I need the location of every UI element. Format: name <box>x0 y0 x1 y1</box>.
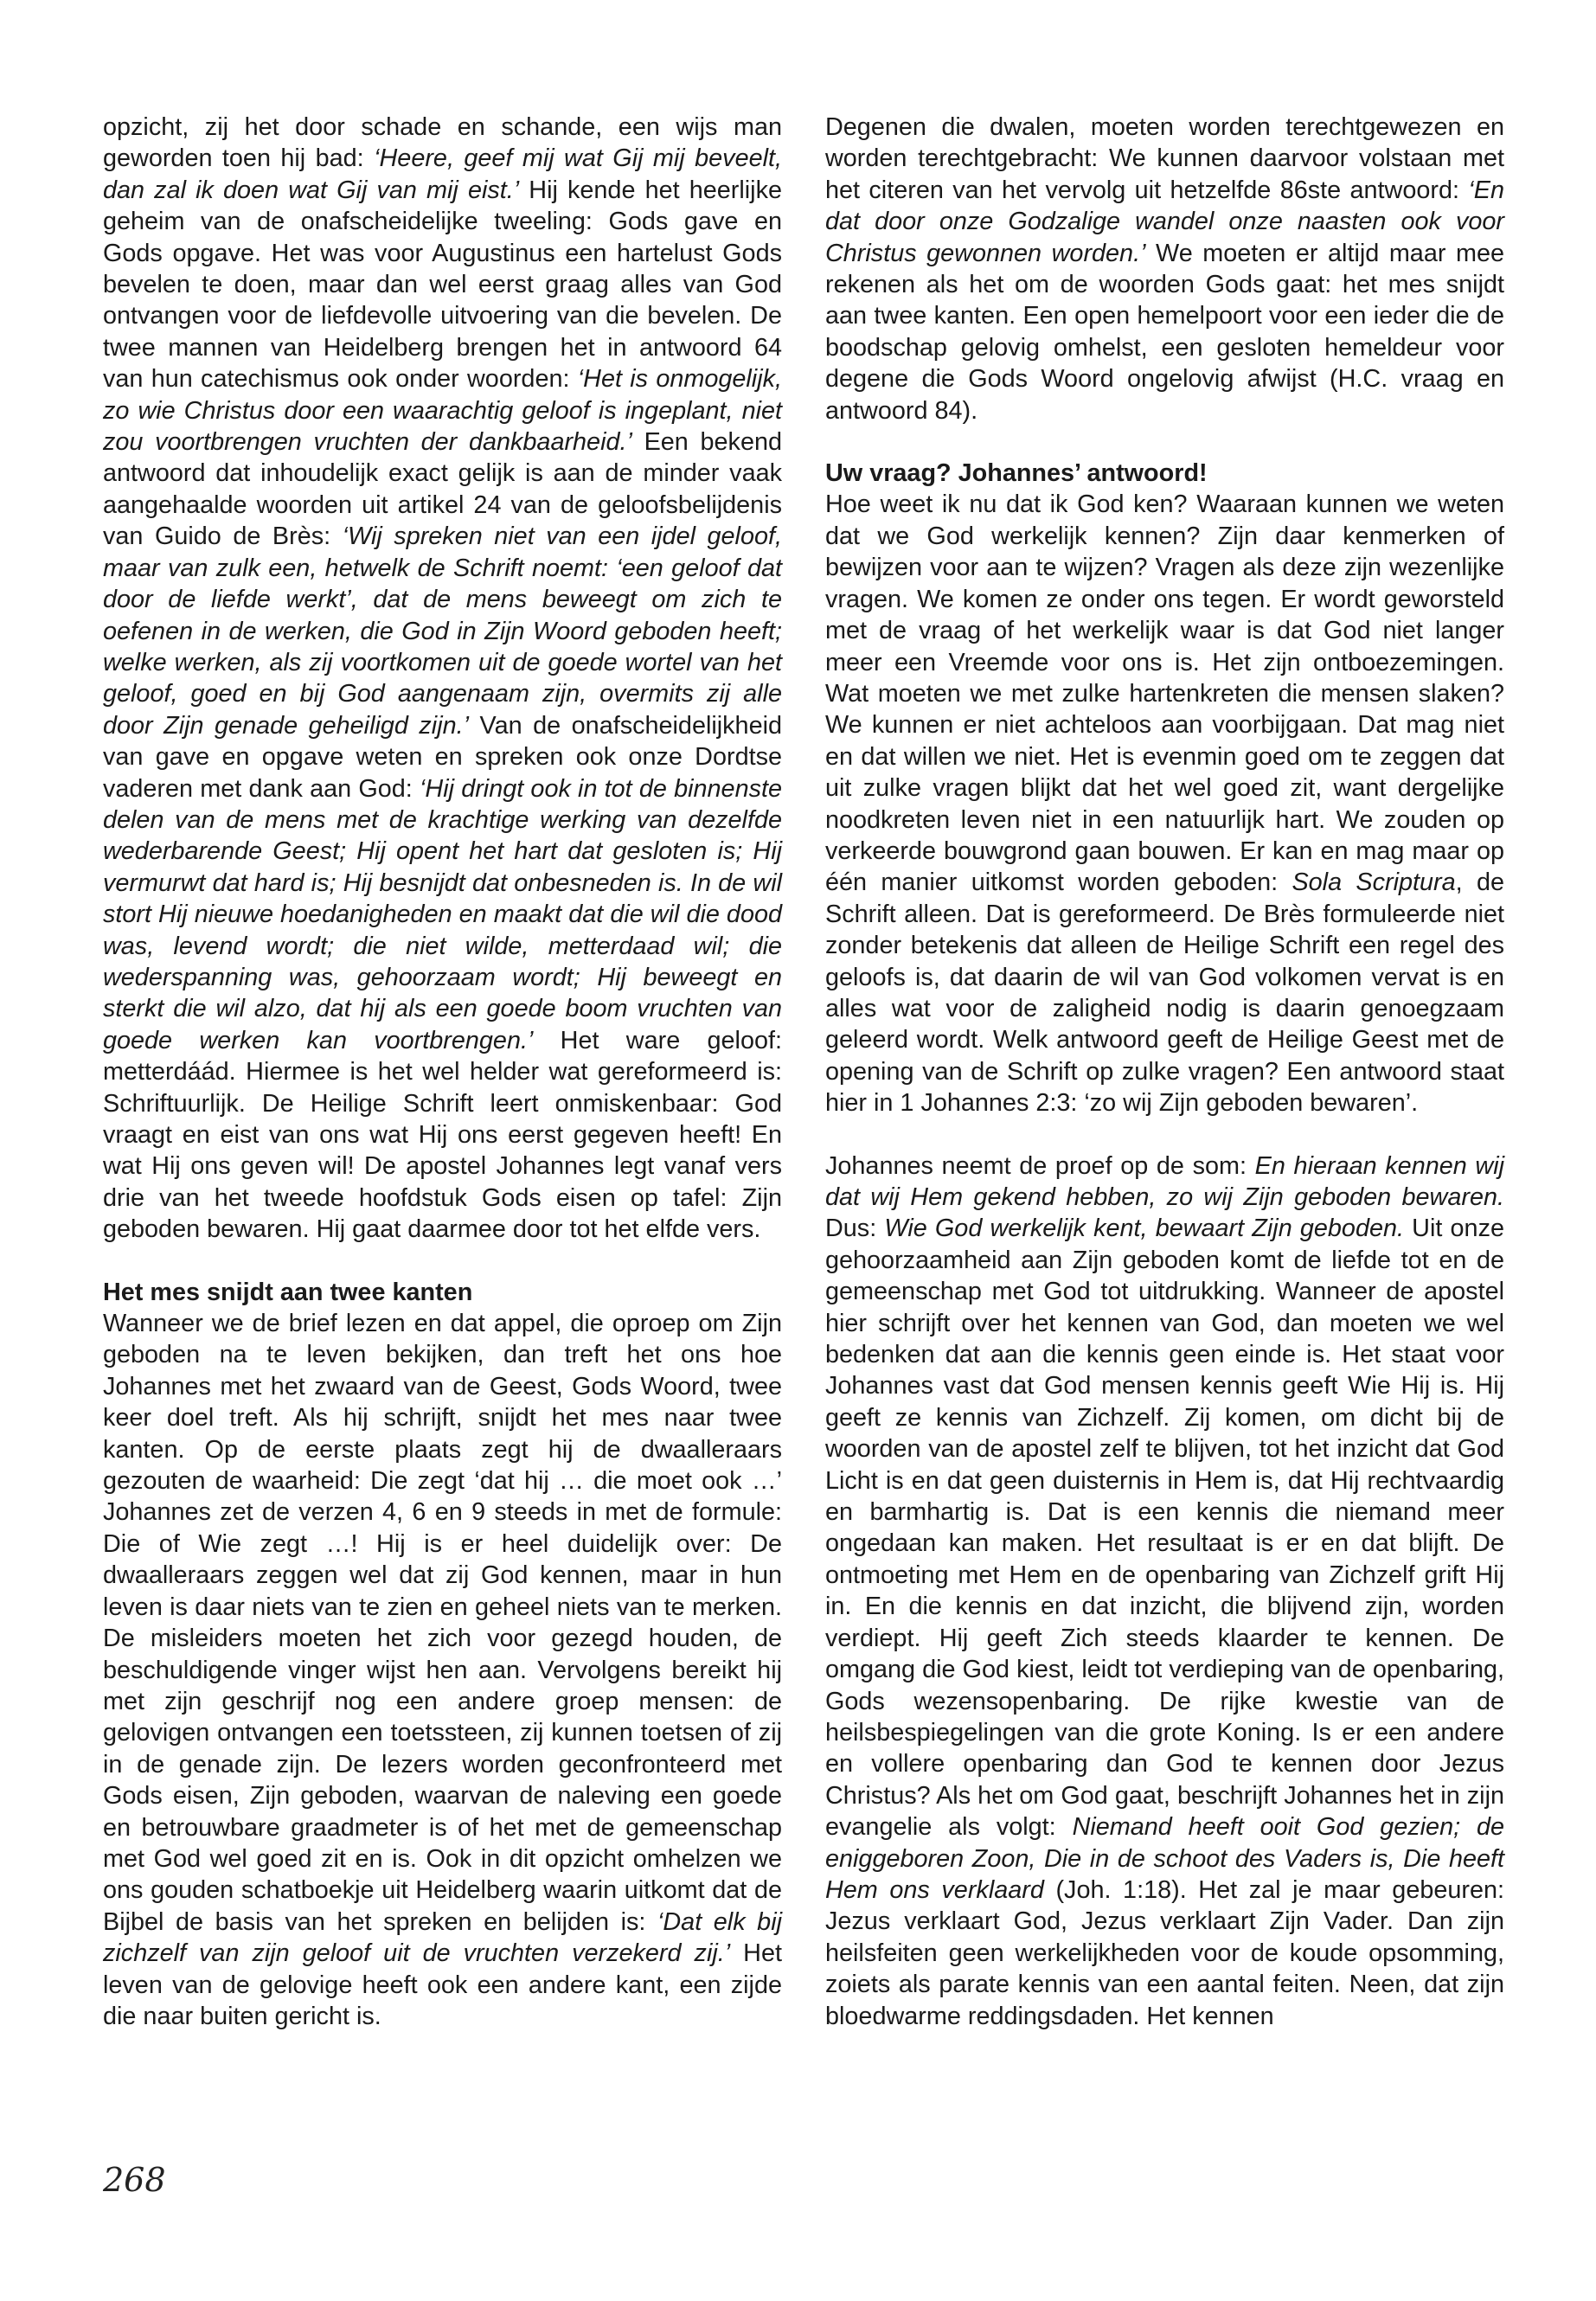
text-run: Het ware geloof: metterdáád. Hiermee is het wel helder wat gereformeerd is: Schriftuurlijk. De Heilige Schrift leert onmiskenbaar: God vraagt en eist van ons wat Hij ons eerst gegeven heeft! En wat Hij ons geven wil! De apostel Johannes legt vanaf vers drie van het tweede hoofdstuk Gods eisen op tafel: Zijn geboden bewaren. Hij gaat daarmee door tot het elfde vers. <box>103 1026 782 1244</box>
quotation-run: ‘Hij dringt ook in tot de binnenste delen van de mens met de krachtige werking van dezelfde wederbarende Geest; Hij opent het hart dat gesloten is; Hij vermurwt dat hard is; Hij besnijdt dat onbesneden is. In de wil stort Hij nieuwe hoedanigheden en maakt dat die wil die dood was, levend wordt; die niet wilde, metterdaad wil; die wederspanning was, gehoorzaam wordt; Hij beweegt en sterkt die wil alzo, dat hij als een goede boom vruchten van goede werken kan voortbrengen.’ <box>103 774 783 1054</box>
quotation-run: Niemand heeft ooit God gezien; de eniggeboren Zoon, Die in de schoot des Vaders is, Die heeft Hem ons verklaard <box>825 1813 1504 1904</box>
quotation-run: Sola Scriptura <box>1292 868 1456 897</box>
text-run: Een bekend antwoord dat inhoudelijk exact gelijk is aan de minder vaak aangehaalde woorden uit artikel 24 van de geloofsbelijdenis van Guido de Brès: <box>103 428 782 551</box>
left-paragraph-1 <box>103 112 782 1246</box>
text-run: Hoe weet ik nu dat ik God ken? Waaraan kunnen we weten dat we God werkelijk kennen? Zijn daar kenmerken of bewijzen voor aan te wijzen? Vragen als deze zijn wezenlijke vragen. We komen ze onder ons tegen. Er wordt geworsteld met de vraag of het werkelijk waar is dat God niet langer meer een Vreemde voor ons is. Het zijn ontboezemingen. Wat moeten we met zulke hartenkreten die mensen slaken? We kunnen er niet achteloos aan voorbijgaan. Dat mag niet en dat willen we niet. Het is evenmin goed om te zeggen dat uit zulke vragen blijkt dat het wel goed zit, want dergelijke noodkreten leven niet in een natuurlijk hart. We zouden op verkeerde bouwgrond gaan bouwen. Er kan en mag maar op één manier uitkomst worden geboden: <box>825 490 1504 897</box>
text-run: Johannes neemt de proef op de som: <box>825 1151 1255 1180</box>
right-column <box>825 112 1504 2032</box>
spacer <box>825 1119 1504 1150</box>
text-run: , de Schrift alleen. Dat is gereformeerd. De Brès formuleerde niet zonder betekenis dat alleen de Heilige Schrift een regel des geloofs is, dat daarin de wil van God volkomen vervat is en alles wat voor de zaligheid nodig is daarin genoegzaam geleerd wordt. Welk antwoord geeft de Heilige Geest met de opening van de Schrift op zulke vragen? Een antwoord staat hier in 1 Johannes 2:3: ‘zo wij Zijn geboden bewaren’. <box>825 868 1504 1118</box>
text-run: We moeten er altijd maar mee rekenen als het om de woorden Gods gaat: het mes snijdt aan twee kanten. Een open hemelpoort voor een ieder die de boodschap gelovig omhelst, een gesloten hemeldeur voor degene die Gods Woord ongelovig afwijst (H.C. vraag en antwoord 84). <box>825 239 1504 425</box>
text-run: opzicht, zij het door schade en schande, een wijs man geworden toen hij bad: <box>103 113 782 173</box>
text-run: Uit onze gehoorzaamheid aan Zijn geboden komt de liefde tot en de gemeenschap met God tot uitdrukking. Wanneer de apostel hier schrijft over het kennen van God, dan moeten we wel bedenken dat aan die kennis geen einde is. Het staat voor Johannes vast dat God mensen kennis geeft Wie Hij is. Hij geeft ze kennis van Zichzelf. Zij komen, om dicht bij de woorden van de apostel zelf te blijven, tot het inzicht dat God Licht is en dat geen duisternis in Hem is, dat Hij rechtvaardig en barmhartig is. Dat is een kennis die niemand meer ongedaan kan maken. Het resultaat is er en dat blijft. De ontmoeting met Hem en de openbaring van Zichzelf grift Hij in. En die kennis en dat inzicht, die blijvend zijn, worden verdiept. Hij geeft Zich steeds klaarder te kennen. De omgang die God kiest, leidt tot verdieping van de openbaring, Gods wezensopenbaring. De rijke kwestie van de heilsbespiegelingen van die grote Koning. Is er een andere en vollere openbaring dan God te kennen door Jezus Christus? Als het om God gaat, beschrijft Johannes het in zijn evangelie als volgt: <box>825 1215 1504 1842</box>
text-run: Hij kende het heerlijke geheim van de onafscheidelijke tweeling: Gods gave en Gods opgave. Het was voor Augustinus een hartelust Gods bevelen te doen, maar dan wel eerst graag alles van God ontvangen voor de liefdevolle uitvoering van die bevelen. De twee mannen van Heidelberg brengen het in antwoord 64 van hun catechismus ook onder woorden: <box>103 176 782 394</box>
section-heading-mes: Het mes snijdt aan twee kanten <box>103 1278 473 1306</box>
left-paragraph-2 <box>103 1308 782 2032</box>
text-run: Van de onafscheidelijkheid van gave en opgave weten en spreken ook onze Dordtse vaderen met dank aan God: <box>103 711 782 803</box>
text-run: Degenen die dwalen, moeten worden terechtgewezen en worden terechtgebracht: We kunnen daarvoor volstaan met het citeren van het vervolg uit hetzelfde 86ste antwoord: <box>825 113 1504 204</box>
text-run: (Joh. 1:18). Het zal je maar gebeuren: Jezus verklaart God, Jezus verklaart Zijn Vader. Dan zijn heilsfeiten geen werkelijkheden voor de koude opsomming, zoiets als parate kennis van een aantal feiten. Neen, dat zijn bloedwarme reddingsdaden. Het kennen <box>825 1875 1504 2030</box>
text-run: Het leven van de gelovige heeft ook een andere kant, een zijde die naar buiten gericht is. <box>103 1939 782 2030</box>
quotation-run: Wie God werkelijk kent, bewaart Zijn geboden. <box>884 1215 1404 1243</box>
quotation-run: ‘Dat elk bij zichzelf van zijn geloof uit de vruchten verzekerd zij.’ <box>103 1907 782 1968</box>
quotation-run: ‘Wij spreken niet van een ijdel geloof, maar van zulk een, hetwelk de Schrift noemt: ‘een geloof dat door de liefde werkt’, dat de mens beweegt om zich te oefenen in de werken, die God in Zijn Woord geboden heeft; welke werken, als zij voortkomen uit de goede wortel van het geloof, goed en bij God aangenaam zijn, overmits zij alle door Zijn genade geheiligd zijn.’ <box>103 522 782 740</box>
quotation-run: ‘Heere, geef mij wat Gij mij beveelt, dan zal ik doen wat Gij van mij eist.’ <box>103 144 782 204</box>
text-run: Wanneer we de brief lezen en dat appel, die oproep om Zijn geboden na te leven bekijken, dan treft het ons hoe Johannes met het zwaard van de Geest, Gods Woord, twee keer doel treft. Als hij schrijft, snijdt het mes naar twee kanten. Op de eerste plaats zegt hij de dwaalleraars gezouten de waarheid: Die zegt ‘dat hij … die moet ook …’ Johannes zet de verzen 4, 6 en 9 steeds in met de formule: Die of Wie zegt …! Hij is er heel duidelijk over: De dwaalleraars zeggen wel dat zij God kennen, maar in hun leven is daar niets van te zien en geheel niets van te merken. De misleiders moeten het zich voor gezegd houden, de beschuldigende vinger wijst hen aan. Vervolgens bereikt hij met zijn geschrijf nog een andere groep mensen: de gelovigen ontvangen een toetssteen, zij kunnen toetsen of zij in de genade zijn. De lezers worden geconfronteerd met Gods eisen, Zijn geboden, waarvan de naleving een goede en betrouwbare graadmeter is of het met de gemeenschap met God wel goed zit en is. Ook in dit opzicht omhelzen we ons gouden schatboekje uit Heidelberg waarin uitkomt dat de Bijbel de basis van het spreken en belijden is: <box>103 1310 782 1936</box>
left-column <box>103 112 782 2032</box>
text-run: Dus: <box>825 1215 885 1243</box>
spacer <box>103 1246 782 1277</box>
right-paragraph-3 <box>825 1150 1504 2032</box>
section-heading-vraag: Uw vraag? Johannes’ antwoord! <box>825 459 1208 488</box>
spacer <box>825 426 1504 458</box>
quotation-run: ‘Het is onmogelijk, zo wie Christus door een waarachtig geloof is ingeplant, niet zou voortbrengen vruchten der dankbaarheid.’ <box>103 365 782 457</box>
right-paragraph-1 <box>825 112 1504 426</box>
quotation-run: En hieraan kennen wij dat wij Hem gekend hebben, zo wij Zijn geboden bewaren. <box>825 1151 1505 1211</box>
page-number: 268 <box>103 2161 166 2199</box>
quotation-run: ‘En dat door onze Godzalige wandel onze naasten ook voor Christus gewonnen worden.’ <box>825 176 1504 267</box>
right-paragraph-2 <box>825 489 1504 1118</box>
